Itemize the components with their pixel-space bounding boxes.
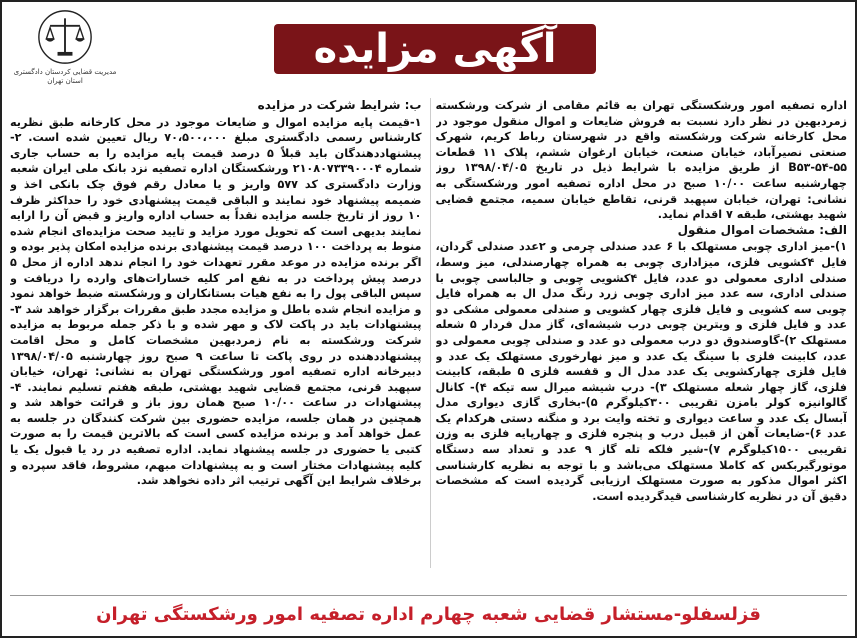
section-a-body: ۱)-میز اداری چوبی مستهلک با ۶ عدد صندلی چرمی و ۲عدد صندلی گردان، فایل ۴کشویی فلزی، میزاداری چوبی به همراه چهارصندلی، میز وسط، صندلی اداری معمولی دو عدد، فایل ۴کشویی چوبی و جالباسی چوبی با صندلی اداری، سه عدد میز اداری چوبی زرد رنگ مدل ال به همراه فایل چوبی سه کشویی و فایل فلزی چهار کشویی و صندلی معمولی مشکی دو عدد و فایل فلزی و ویترین چوبی درب شیشه‌ای، گاز مدل فردار ۵ شعله مستهلک ۲)-گاوصندوق دو درب معمولی دو عدد و صندلی چوبی معمولی دو عدد، کابینت فلزی با سینگ یک عدد و میز نهارخوری مستهلک یک عدد و فایل فلزی چهارکشویی یک عدد مدل ال و قفسه فلزی ۵ طبقه، کابینت فلزی، گاز چهار شعله مستهلک ۳)- درب شیشه میرال سه تیکه ۴)- کانال گالوانیزه کولر بامزن تقریبی ۳۰۰کیلوگرم ۵)-بخاری گازی دیواری مدل آبسال یک عدد و ساعت دیواری و تخته وایت برد و منگنه دستی هرکدام یک عدد ۶)-ضایعات آهن از قبیل درب و پنجره فلزی و چهارپایه فلزی به وزن تقریبی ۱۵۰۰کیلوگرم ۷)-شیر فلکه تله گاز ۹ عدد و تعداد سه دستگاه موتورگیربکس که کاملا مستهلک می‌باشد و با توجه به نظریه کارشناسی اکثر اموال مذکور به صورت مستهلک ارزیابی گردیده است که مشخصات دقیق آن در نظریه کارشناسی قیدگردیده است. <box>435 240 847 503</box>
page-title: آگهی مزایده <box>274 24 597 74</box>
intro-paragraph: اداره تصفیه امور ورشکستگی تهران به قائم مقامی از شرکت ورشکسته زمردبهین در نظر دارد نسبت به فروش ضایعات و اموال منقول موجود در محل کارخانه شرکت ورشکسته واقع در شهرستان رباط کریم، شهرک صنعتی نصیرآباد، خیابان صنعت، خیابان ارغوان ششم، پلاک ۱۱ قطعات B۵۳-۵۴-۵۵ از طریق مزایده با شرایط ذیل در تاریخ ۱۳۹۸/۰۴/۰۵ روز چهارشنبه ساعت ۱۰/۰۰ صبح در محل اداره تصفیه امور ورشکستگی به نشانی: تهران، خیابان سپهبد قرنی، تقاطع خیابان سمیه، مجتمع قضایی شهید بهشتی، طبقه ۷ اقدام نماید. <box>435 99 847 222</box>
section-b-body: ۱-قیمت پایه مزایده اموال و ضایعات موجود در محل کارخانه طبق نظریه کارشناس رسمی دادگستری مبلغ ۷۰،۵۰۰،۰۰۰ ریال تعیین شده است. ۲-پیشنهاددهندگان باید قبلاً ۵ درصد قیمت پایه مزایده را به حساب جاری شماره ۲۱۰۸۰۷۳۳۹۰۰۰۴ ورشکستگان اداره تصفیه نزد بانک ملی ایران شعبه وزارت دادگستری کد ۵۷۷ واریز و یا معادل رقم فوق چک بانکی اخذ و ضمیمه پیشنهاد خود نمایند و الباقی قیمت پیشنهادی خود را حداکثر ظرف ۱۰ روز از تاریخ جلسه مزایده نقداً به حساب اداره واریز و قبض آن را ارایه نمایند بدیهی است که تحویل مورد مزاید و تایید صحت مزایده‌ای انجام شده منوط به پرداخت ۱۰۰ درصد قیمت پیشنهادی برنده مزایده امکان پذیر بوده و اگر برنده مزایده در موعد مقرر تعهدات خود را انجام ندهد اداره از محل ۵ درصد پیش پرداخت در به نفع امر کلیه خسارات‌های وارده را دریافت و سپس الباقی پول را به نفع هیات بستانکاران و ورشکسته ضبط خواهد نمود و مزایده انجام شده باطل و مزایده مجدد طبق مقررات برگزار خواهد شد ۳- پیشنهادات باید در پاکت لاک و مهر شده و با ذکر جمله مربوط به مزایده شرکت ورشکسته به نام زمردبهین مشخصات کامل و محل اقامت پیشنهاددهنده در روی پاکت تا ساعت ۹ صبح روز چهارشنبه ۱۳۹۸/۰۴/۰۵ دبیرخانه اداره تصفیه امور ورشکستگی تهران به نشانی: تهران، خیابان سپهبد قرنی، مجتمع قضایی شهید بهشتی، طبقه هفتم تسلیم نمایند. ۴- پیشنهادات در ساعت ۱۰/۰۰ صبح همان روز باز و قرائت خواهد شد و همچنین در همان جلسه، مزایده حضوری بین شرکت کنندگان در جلسه به عمل خواهد آمد و برنده مزایده کسی است که بالاترین قیمت را به صورت کتبی یا حضوری در جلسه پیشنهاد نماید. اداره تصفیه در رد یا قبول یک یا کلیه پیشنهادات مختار است و به پیشنهادات مبهم، مشروط، فاقد سپرده و برخلاف شرایط این آگهی ترتیب اثر داده نخواهد شد. <box>10 115 422 488</box>
footer <box>10 595 847 632</box>
body-columns <box>10 98 847 588</box>
left-column <box>10 98 422 588</box>
title-bar <box>135 10 735 88</box>
section-b-heading: ب: شرایط شرکت در مزایده <box>257 98 422 112</box>
section-a-heading: الف: مشخصات اموال منقول <box>677 222 847 237</box>
signature-line: قزلسفلو-مستشار قضایی شعبه چهارم اداره تصفیه امور ورشکستگی تهران <box>96 603 761 625</box>
logo-caption: مدیریت قضایی کردستان دادگستری استان تهران <box>13 68 117 85</box>
right-column <box>436 98 848 588</box>
scales-of-justice-icon <box>37 8 93 66</box>
